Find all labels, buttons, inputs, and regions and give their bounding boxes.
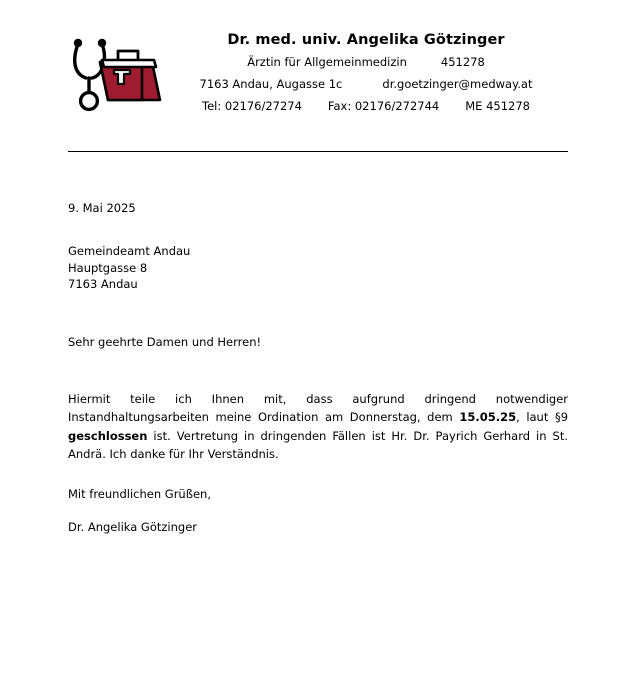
body-closure-date: 15.05.25 [459,410,517,424]
body-part-2: , laut §9 [516,410,569,424]
letterhead [68,30,568,140]
recipient-line-1: Gemeindeamt Andau [68,244,191,258]
recipient-line-3: 7163 Andau [68,277,138,291]
address-line [164,73,568,95]
practice-address: 7163 Andau, Augasse 1c [199,77,343,91]
me-number: ME 451278 [465,99,530,113]
letterhead-divider [68,151,568,152]
signature-name: Dr. Angelika Götzinger [68,520,197,534]
closing-line: Mit freundlichen Grüßen, [68,487,211,501]
practice-fax: Fax: 02176/272744 [327,99,440,113]
practice-email[interactable]: dr.goetzinger@medway.at [382,77,533,91]
letter-date: 9. Mai 2025 [68,201,136,215]
body-part-3: ist. Vertretung in dringenden Fällen ist Hr. Dr. Payrich Gerhard in St. Andrä. Ich danke für Ihr Verständnis. [68,428,568,461]
salutation: Sehr geehrte Damen und Herren! [68,335,262,349]
letter-body [68,390,568,464]
specialty-line [164,51,568,73]
body-closure-status: geschlossen [68,428,148,443]
recipient-line-2: Hauptgasse 8 [68,260,148,275]
practice-phone: Tel: 02176/27274 [202,99,302,113]
doctor-bag-stethoscope-icon [68,34,164,114]
practice-name: Dr. med. univ. Angelika Götzinger [227,32,505,48]
recipient-address-block [68,243,190,293]
letterhead-text [164,30,568,117]
specialty-label: Ärztin für Allgemeinmedizin [247,55,407,69]
specialty-number: 451278 [440,55,485,69]
body-part-1: Hiermit teile ich Ihnen mit, dass aufgrund dringend notwendiger Instandhaltungsarbeiten meine Ordination am Donnerstag, dem [68,391,568,424]
contact-line [164,95,568,117]
